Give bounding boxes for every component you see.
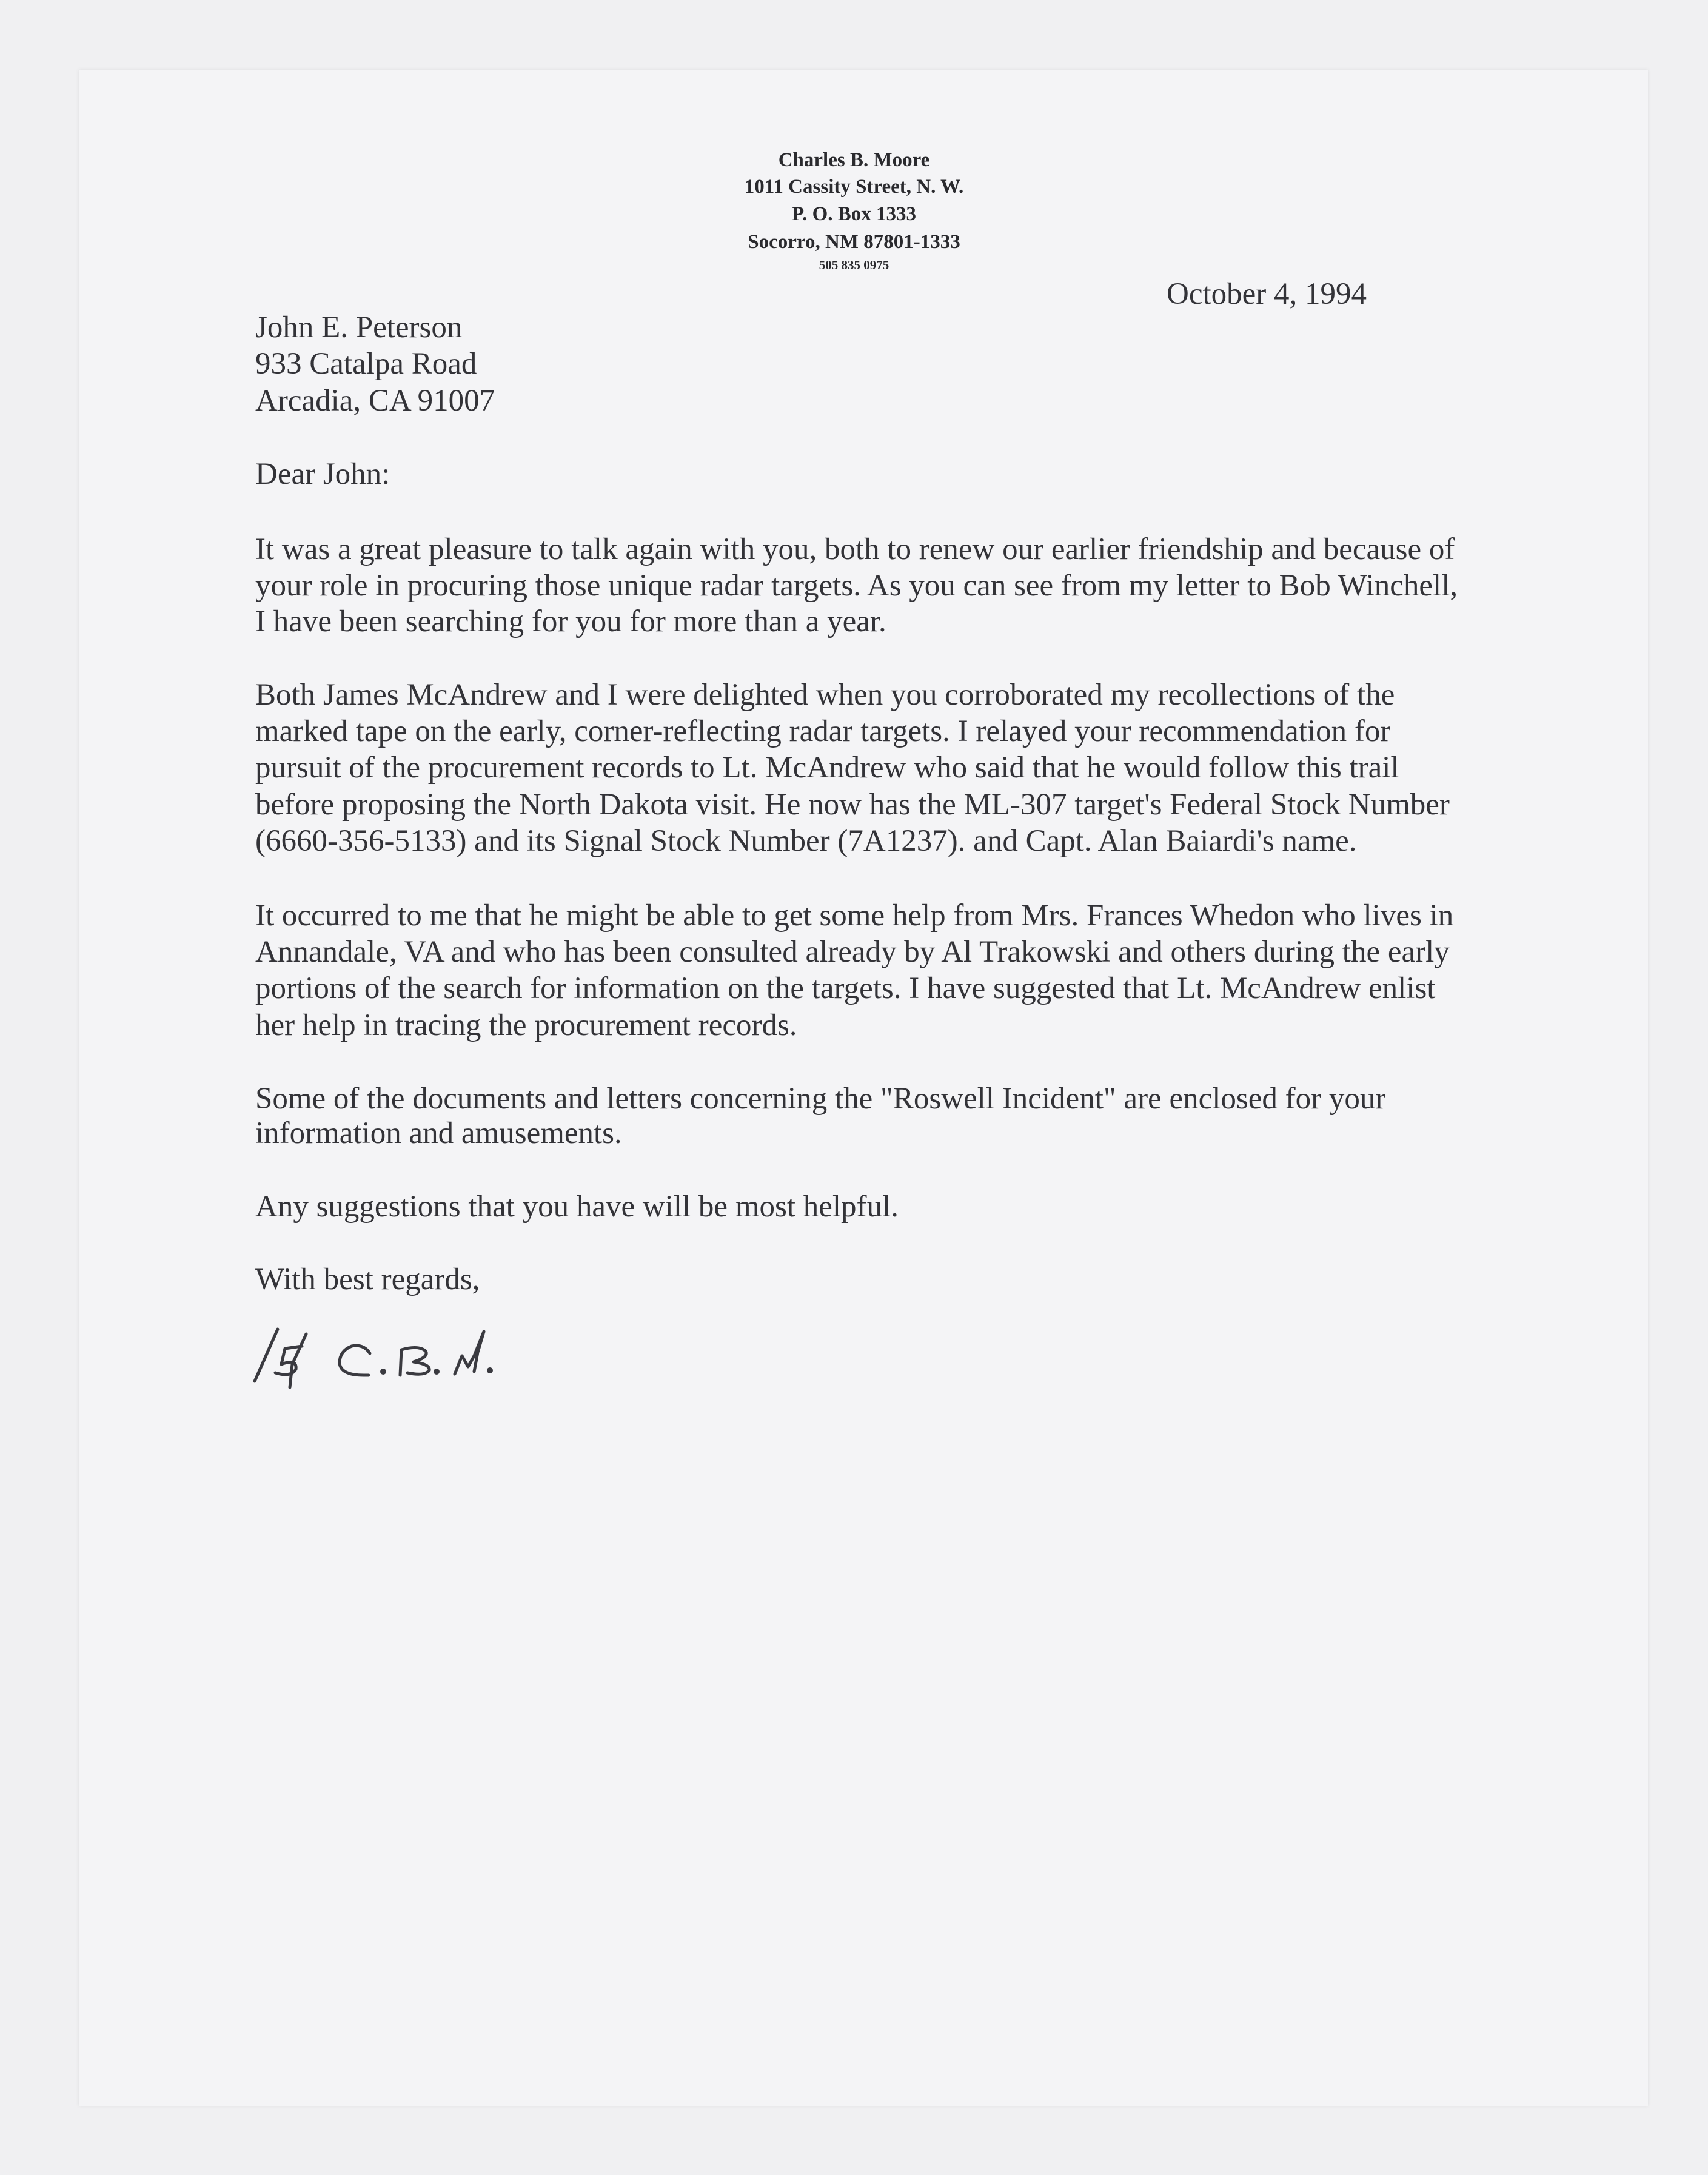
letterhead-street: 1011 Cassity Street, N. W. [744,176,964,198]
letter-date: October 4, 1994 [1166,277,1367,311]
body-line: marked tape on the early, corner-reflecting radar targets. I relayed your recommendation for [255,714,1391,748]
body-line: information and amusements. [255,1116,622,1150]
letterhead-po-box: P. O. Box 1333 [791,203,917,225]
letterhead-name: Charles B. Moore [778,149,930,171]
body-line: (6660-356-5133) and its Signal Stock Number (7A1237). and Capt. Alan Baiardi's name. [255,824,1357,858]
recipient-line: 933 Catalpa Road [255,347,477,381]
body-line: her help in tracing the procurement records. [255,1008,797,1042]
body-line: pursuit of the procurement records to Lt. McAndrew who said that he would follow this trail [255,751,1399,785]
body-line: Some of the documents and letters concerning the "Roswell Incident" are enclosed for your [255,1082,1386,1116]
recipient-line: Arcadia, CA 91007 [255,384,495,418]
body-line: Both James McAndrew and I were delighted when you corroborated my recollections of the [255,678,1395,712]
body-line: It was a great pleasure to talk again with you, both to renew our earlier friendship and because of [255,532,1455,566]
body-line: your role in procuring those unique radar targets. As you can see from my letter to Bob Winchell, [255,569,1458,603]
body-line: before proposing the North Dakota visit. He now has the ML-307 target's Federal Stock Number [255,788,1450,822]
body-line: Any suggestions that you have will be most helpful. [255,1190,899,1224]
salutation: Dear John: [255,457,390,491]
body-line: portions of the search for information on the targets. I have suggested that Lt. McAndrew enlist [255,971,1436,1005]
body-line: Annandale, VA and who has been consulted already by Al Trakowski and others during the early [255,935,1450,969]
handwritten-signature [249,1322,564,1401]
body-line: It occurred to me that he might be able to get some help from Mrs. Frances Whedon who lives in [255,899,1454,933]
letterhead-phone: 505 835 0975 [819,258,889,272]
recipient-line: John E. Peterson [255,310,463,344]
body-line: I have been searching for you for more than a year. [255,605,886,638]
letterhead-city: Socorro, NM 87801-1333 [748,231,960,253]
closing: With best regards, [255,1262,480,1296]
